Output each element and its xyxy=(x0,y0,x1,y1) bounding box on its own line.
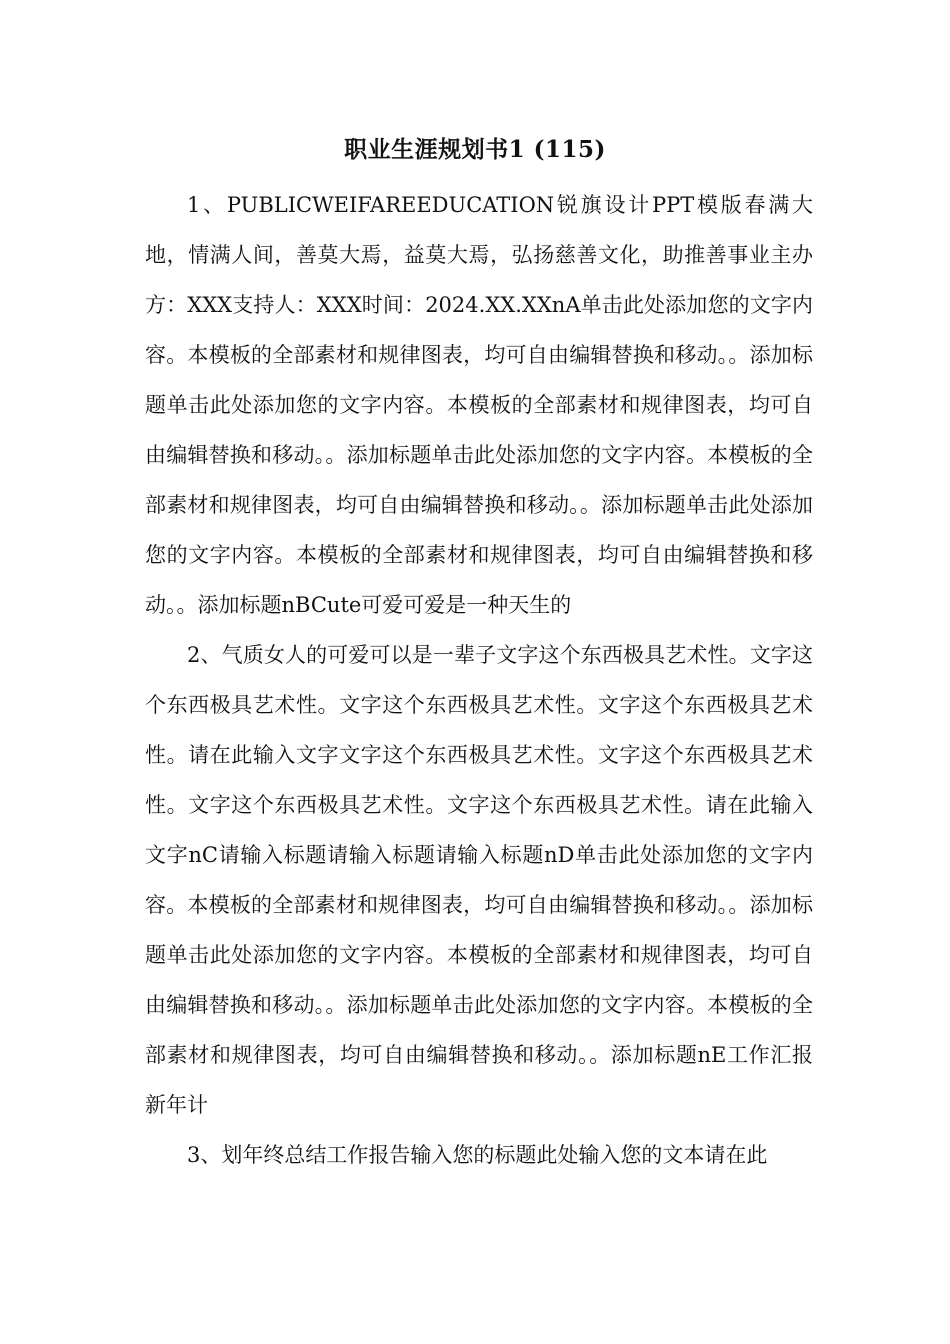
paragraph-1: 1、PUBLICWEIFAREEDUCATION锐旗设计PPT模版春满大地，情满人间，善莫大焉，益莫大焉，弘扬慈善文化，助推善事业主办方：XXX支持人：XXX时间：2024.XX.XXnA单击此处添加您的文字内容。本模板的全部素材和规律图表，均可自由编辑替换和移动。。添加标题单击此处添加您的文字内容。本模板的全部素材和规律图表，均可自由编辑替换和移动。。添加标题单击此处添加您的文字内容。本模板的全部素材和规律图表，均可自由编辑替换和移动。。添加标题单击此处添加您的文字内容。本模板的全部素材和规律图表，均可自由编辑替换和移动。。添加标题nBCute可爱可爱是一种天生的 xyxy=(145,193,813,617)
document-body xyxy=(145,180,813,1180)
paragraph-3: 3、划年终总结工作报告输入您的标题此处输入您的文本请在此 xyxy=(187,1143,768,1167)
document-title: 职业生涯规划书1 (115) xyxy=(344,136,606,163)
paragraph-2: 2、气质女人的可爱可以是一辈子文字这个东西极具艺术性。文字这个东西极具艺术性。文字这个东西极具艺术性。文字这个东西极具艺术性。请在此输入文字文字这个东西极具艺术性。文字这个东西极具艺术性。文字这个东西极具艺术性。文字这个东西极具艺术性。请在此输入文字nC请输入标题请输入标题请输入标题nD单击此处添加您的文字内容。本模板的全部素材和规律图表，均可自由编辑替换和移动。。添加标题单击此处添加您的文字内容。本模板的全部素材和规律图表，均可自由编辑替换和移动。。添加标题单击此处添加您的文字内容。本模板的全部素材和规律图表，均可自由编辑替换和移动。。添加标题nE工作汇报新年计 xyxy=(145,643,813,1117)
